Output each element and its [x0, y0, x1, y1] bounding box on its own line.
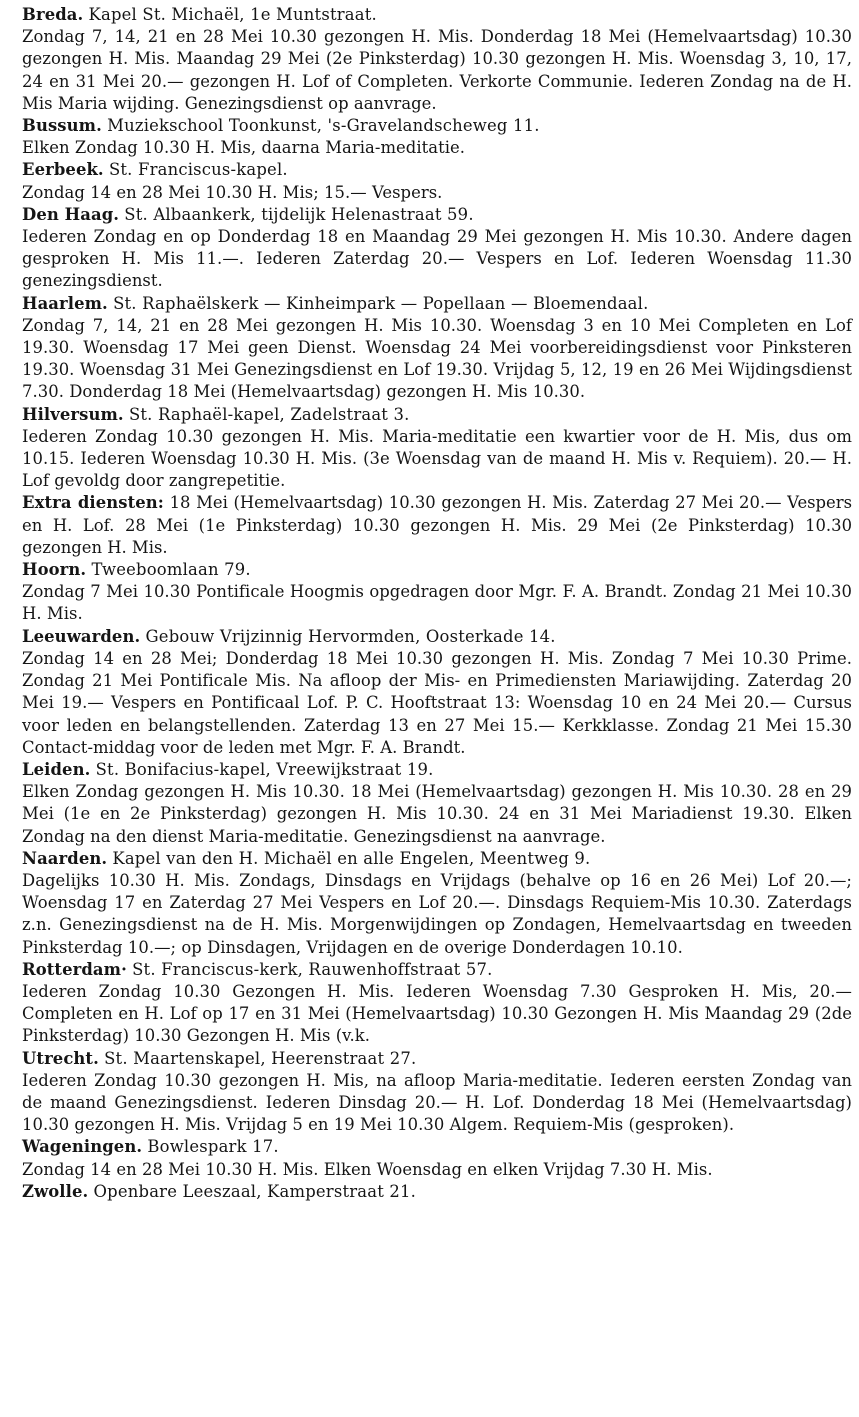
city-heading: Eerbeek.	[22, 160, 104, 180]
city-heading: Wageningen.	[22, 1137, 143, 1157]
location-line: Gebouw Vrijzinnig Hervormden, Oosterkade 14.	[145, 626, 556, 646]
location-line: Kapel St. Michaël, 1e Muntstraat.	[88, 5, 377, 24]
city-heading: Utrecht.	[22, 1048, 99, 1068]
entry-zwolle	[22, 1181, 852, 1203]
entry-eerbeek	[22, 159, 852, 203]
entry-leiden	[22, 759, 852, 848]
location-line: Tweeboomlaan 79.	[91, 560, 251, 580]
city-heading: Leiden.	[22, 759, 91, 779]
location-line: St. Franciscus-kapel.	[108, 160, 288, 180]
entry-utrecht	[22, 1048, 852, 1137]
schedule-text: Zondag 7, 14, 21 en 28 Mei 10.30 gezongen H. Mis. Donderdag 18 Mei (Hemelvaartsdag) 10.30 gezongen H. Mis. Maandag 29 Mei (2e Pinksterdag) 10.30 gezongen H. Mis. Woensdag 3, 10, 17, 24 en 31 Mei 20.— gezongen H. Lof of Completen. Verkorte Communie. Iederen Zondag na de H. Mis Maria wijding. Genezingsdienst op aanvrage.	[22, 27, 852, 113]
city-heading: Bussum.	[22, 116, 102, 136]
schedule-text: Iederen Zondag en op Donderdag 18 en Maandag 29 Mei gezongen H. Mis 10.30. Andere dagen gesproken H. Mis 11.—. Iederen Zaterdag 20.— Vespers en Lof. Iederen Woensdag 11.30 genezingsdienst.	[22, 227, 852, 291]
schedule-text: Elken Zondag gezongen H. Mis 10.30. 18 Mei (Hemelvaartsdag) gezongen H. Mis 10.30. 28 en 29 Mei (1e en 2e Pinksterdag) gezongen H. Mis 10.30. 24 en 31 Mei Mariadienst 19.30. Elken Zondag na den dienst Maria-meditatie. Genezingsdienst na aanvrage.	[22, 782, 852, 846]
location-line: Bowlespark 17.	[147, 1137, 279, 1157]
city-heading: Leeuwarden.	[22, 626, 141, 646]
schedule-text: Zondag 14 en 28 Mei; Donderdag 18 Mei 10.30 gezongen H. Mis. Zondag 7 Mei 10.30 Prime. Zondag 21 Mei Pontificale Mis. Na afloop der Mis- en Primediensten Mariawijding. Zaterdag 20 Mei 19.— Vespers en Pontificaal Lof. P. C. Hooftstraat 13: Woensdag 10 en 24 Mei 20.— Cursus voor leden en belangstellenden. Zaterdag 13 en 27 Mei 15.— Kerkklasse. Zondag 21 Mei 15.30 Contact-middag voor de leden met Mgr. F. A. Brandt.	[22, 648, 852, 757]
schedule-text: Iederen Zondag 10.30 gezongen H. Mis. Maria-meditatie een kwartier voor de H. Mis, dus om 10.15. Iederen Woensdag 10.30 H. Mis. (3e Woensdag van de maand H. Mis v. Requiem). 20.— H. Lof gevoldg door zangrepetitie.	[22, 426, 852, 491]
entry-hilversum	[22, 404, 852, 493]
schedule-text: Iederen Zondag 10.30 gezongen H. Mis, na afloop Maria-meditatie. Iederen eersten Zondag van de maand Genezingsdienst. Iederen Dinsdag 20.— H. Lof. Donderdag 18 Mei (Hemelvaartsdag) 10.30 gezongen H. Mis. Vrijdag 5 en 19 Mei 10.30 Algem. Requiem-Mis (gesproken).	[22, 1070, 852, 1135]
schedule-text: Iederen Zondag 10.30 Gezongen H. Mis. Iederen Woensdag 7.30 Gesproken H. Mis, 20.— Completen en H. Lof op 17 en 31 Mei (Hemelvaartsdag) 10.30 Gezongen H. Mis Maandag 29 (2de Pinksterdag) 10.30 Gezongen H. Mis (v.k.	[22, 981, 852, 1046]
location-line: St. Maartenskapel, Heerenstraat 27.	[104, 1048, 417, 1068]
document-page	[22, 4, 852, 1203]
city-heading: Haarlem.	[22, 293, 108, 313]
location-line: Muziekschool Toonkunst, 's-Gravelandscheweg 11.	[107, 116, 540, 136]
city-heading: Den Haag.	[22, 204, 120, 224]
location-line: St. Albaankerk, tijdelijk Helenastraat 59.	[124, 204, 474, 224]
schedule-text: Zondag 7 Mei 10.30 Pontificale Hoogmis opgedragen door Mgr. F. A. Brandt. Zondag 21 Mei 10.30 H. Mis.	[22, 582, 852, 624]
location-line: St. Raphaëlskerk — Kinheimpark — Popellaan — Bloemendaal.	[113, 293, 649, 313]
entry-extra-diensten	[22, 492, 852, 559]
schedule-text: Zondag 7, 14, 21 en 28 Mei gezongen H. Mis 10.30. Woensdag 3 en 10 Mei Completen en Lof 19.30. Woensdag 17 Mei geen Dienst. Woensdag 24 Mei voorbereidingsdienst voor Pinksteren 19.30. Woensdag 31 Mei Genezingsdienst en Lof 19.30. Vrijdag 5, 12, 19 en 26 Mei Wijdingsdienst 7.30. Donderdag 18 Mei (Hemelvaartsdag) gezongen H. Mis 10.30.	[22, 315, 852, 402]
entry-leeuwarden	[22, 626, 852, 759]
entry-rotterdam	[22, 959, 852, 1048]
entry-hoorn	[22, 559, 852, 626]
schedule-text: Dagelijks 10.30 H. Mis. Zondags, Dinsdags en Vrijdags (behalve op 16 en 26 Mei) Lof 20.—; Woensdag 17 en Zaterdag 27 Mei Vespers en Lof 20.—. Dinsdags Requiem-Mis 10.30. Zaterdags z.n. Genezingsdienst na de H. Mis. Morgenwijdingen op Zondagen, Hemelvaartsdag en tweeden Pinksterdag 10.—; op Dinsdagen, Vrijdagen en de overige Donderdagen 10.10.	[22, 870, 852, 957]
schedule-text: Zondag 14 en 28 Mei 10.30 H. Mis; 15.— Vespers.	[22, 182, 443, 202]
location-line: St. Bonifacius-kapel, Vreewijkstraat 19.	[95, 759, 434, 779]
location-line: Kapel van den H. Michaël en alle Engelen, Meentweg 9.	[112, 848, 591, 868]
city-heading: Zwolle.	[22, 1181, 89, 1201]
city-heading: Breda.	[22, 5, 84, 24]
entry-breda	[22, 4, 852, 115]
location-line: St. Raphaël-kapel, Zadelstraat 3.	[128, 404, 410, 424]
schedule-text: Zondag 14 en 28 Mei 10.30 H. Mis. Elken Woensdag en elken Vrijdag 7.30 H. Mis.	[22, 1159, 713, 1179]
city-heading: Hilversum.	[22, 404, 124, 424]
entry-den-haag	[22, 204, 852, 293]
location-line: St. Franciscus-kerk, Rauwenhoffstraat 57.	[132, 959, 493, 979]
city-heading: Rotterdam·	[22, 959, 127, 979]
entry-naarden	[22, 848, 852, 959]
city-heading: Hoorn.	[22, 560, 87, 580]
city-heading: Naarden.	[22, 848, 108, 868]
entry-bussum	[22, 115, 852, 159]
city-heading: Extra diensten:	[22, 493, 164, 513]
schedule-text: Elken Zondag 10.30 H. Mis, daarna Maria-meditatie.	[22, 138, 466, 158]
extra-services-text: 18 Mei (Hemelvaartsdag) 10.30 gezongen H. Mis. Zaterdag 27 Mei 20.— Vespers en H. Lof. 28 Mei (1e Pinksterdag) 10.30 gezongen H. Mis. 29 Mei (2e Pinksterdag) 10.30 gezongen H. Mis.	[22, 493, 852, 557]
entry-haarlem	[22, 293, 852, 404]
entry-wageningen	[22, 1136, 852, 1180]
location-line: Openbare Leeszaal, Kamperstraat 21.	[93, 1181, 417, 1201]
